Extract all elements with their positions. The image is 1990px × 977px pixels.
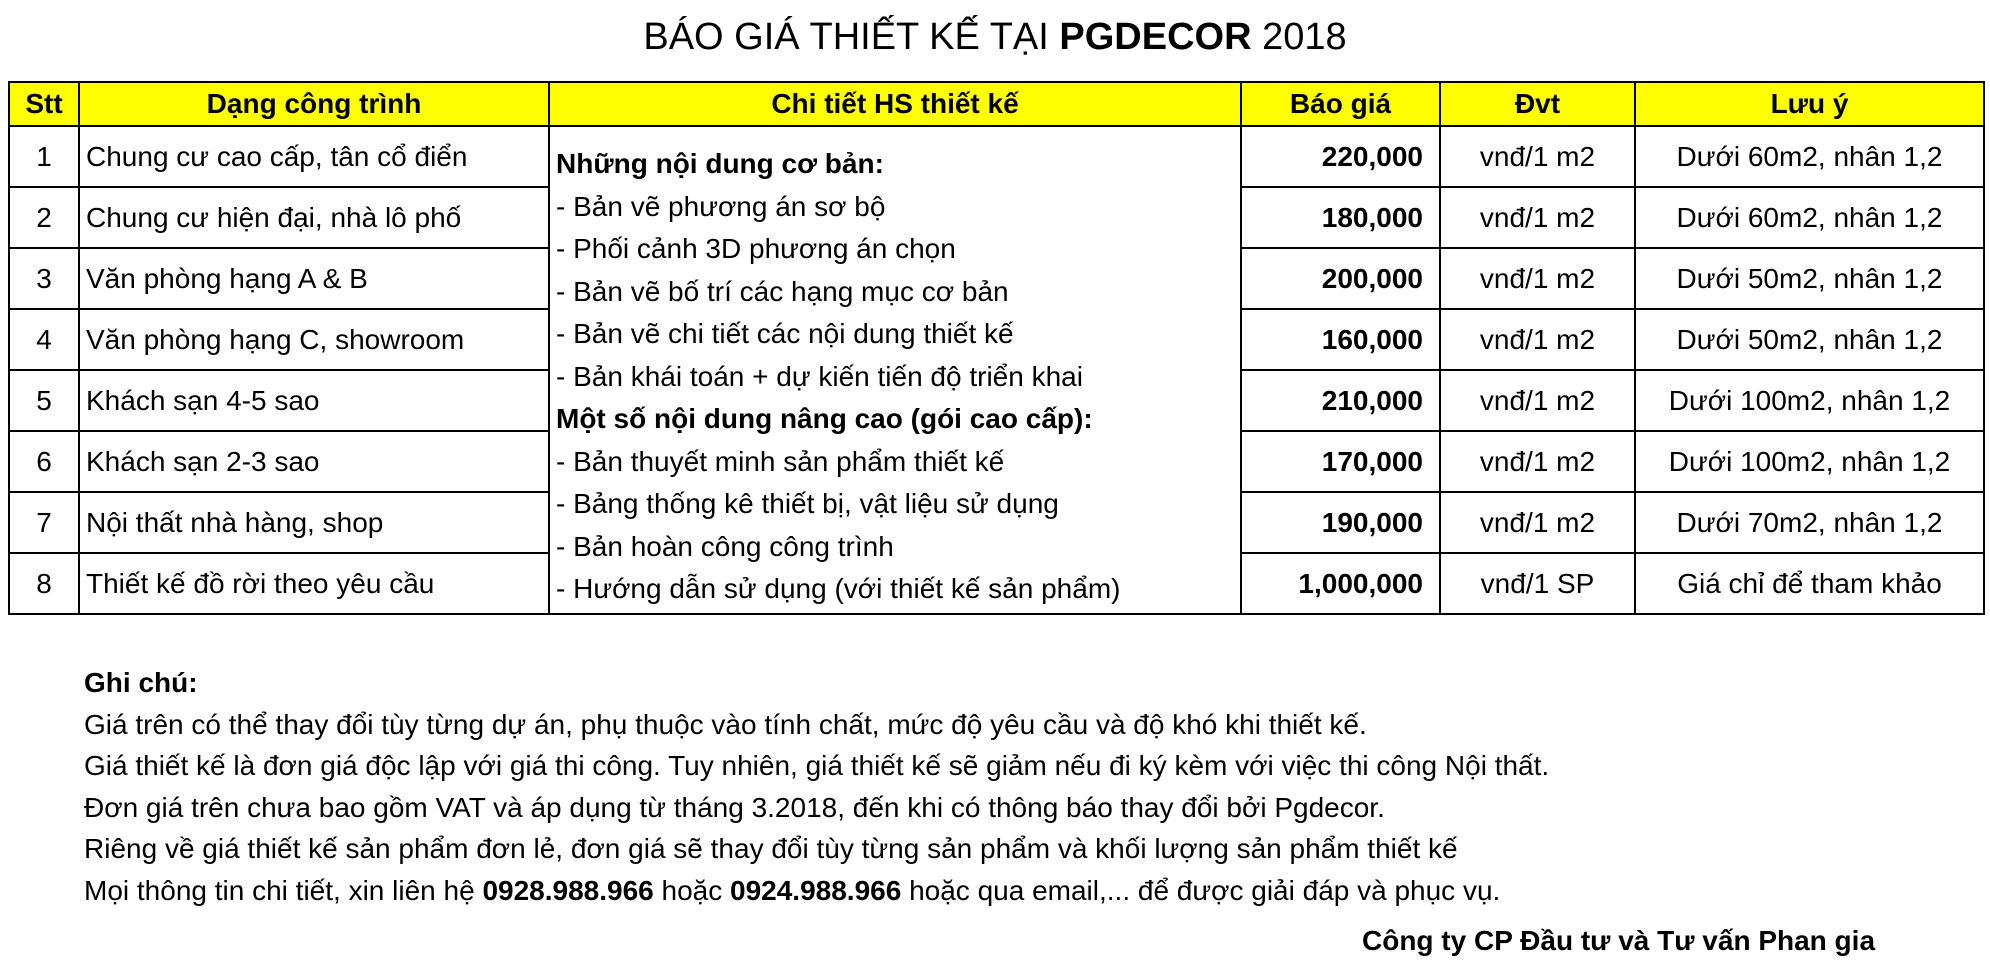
row-project-type: Khách sạn 2-3 sao: [79, 431, 549, 492]
contact-middle: hoặc: [653, 874, 731, 906]
row-project-type: Chung cư hiện đại, nhà lô phố: [79, 187, 549, 248]
header-design-details: Chi tiết HS thiết kế: [549, 82, 1241, 126]
note-line: Đơn giá trên chưa bao gồm VAT và áp dụng từ tháng 3.2018, đến khi có thông báo thay đổi bởi Pgdecor.: [84, 791, 1385, 823]
row-unit: vnđ/1 m2: [1440, 431, 1635, 492]
row-unit: vnđ/1 m2: [1440, 370, 1635, 431]
row-price: 220,000: [1241, 126, 1440, 187]
notes-label: Ghi chú:: [84, 667, 198, 698]
design-details-cell: [549, 126, 1241, 614]
row-price: 170,000: [1241, 431, 1440, 492]
row-price: 200,000: [1241, 248, 1440, 309]
row-stt: 7: [9, 492, 79, 553]
row-note: Dưới 50m2, nhân 1,2: [1635, 248, 1984, 309]
header-unit: Đvt: [1440, 82, 1635, 126]
row-project-type: Nội thất nhà hàng, shop: [79, 492, 549, 553]
basic-item: - Bản vẽ chi tiết các nội dung thiết kế: [556, 318, 1014, 349]
header-project-type: Dạng công trình: [79, 82, 549, 126]
advanced-item: - Bản hoàn công công trình: [556, 530, 894, 562]
row-note: Dưới 100m2, nhân 1,2: [1635, 370, 1984, 431]
advanced-heading: Một số nội dung nâng cao (gói cao cấp):: [556, 403, 1093, 434]
note-line: Riêng về giá thiết kế sản phẩm đơn lẻ, đơn giá sẽ thay đổi tùy từng sản phẩm và khối lượng sản phẩm thiết kế: [84, 833, 1458, 864]
header-row: [9, 82, 1984, 126]
contact-line: [84, 870, 1549, 912]
table-row: [9, 126, 1984, 187]
row-project-type: Chung cư cao cấp, tân cổ điển: [79, 126, 549, 187]
page-title: [0, 14, 1990, 60]
title-year: 2018: [1262, 16, 1347, 58]
row-stt: 5: [9, 370, 79, 431]
row-stt: 4: [9, 309, 79, 370]
row-stt: 6: [9, 431, 79, 492]
basic-item: - Bản khái toán + dự kiến tiến độ triển khai: [556, 360, 1083, 392]
row-price: 160,000: [1241, 309, 1440, 370]
row-project-type: Khách sạn 4-5 sao: [79, 370, 549, 431]
row-stt: 8: [9, 553, 79, 614]
row-unit: vnđ/1 m2: [1440, 187, 1635, 248]
basic-item: - Bản vẽ phương án sơ bộ: [556, 190, 886, 222]
row-unit: vnđ/1 m2: [1440, 248, 1635, 309]
title-brand: PGDECOR: [1059, 16, 1252, 58]
title-prefix: BÁO GIÁ THIẾT KẾ TẠI: [643, 16, 1049, 58]
contact-suffix: hoặc qua email,... để được giải đáp và phục vụ.: [901, 874, 1501, 906]
row-stt: 1: [9, 126, 79, 187]
basic-heading: Những nội dung cơ bản:: [556, 148, 884, 179]
row-stt: 2: [9, 187, 79, 248]
row-unit: vnđ/1 m2: [1440, 126, 1635, 187]
header-note: Lưu ý: [1635, 82, 1984, 126]
header-price: Báo giá: [1241, 82, 1440, 126]
row-note: Dưới 70m2, nhân 1,2: [1635, 492, 1984, 553]
row-price: 210,000: [1241, 370, 1440, 431]
row-price: 1,000,000: [1241, 553, 1440, 614]
price-table: [8, 81, 1985, 615]
row-unit: vnđ/1 SP: [1440, 553, 1635, 614]
advanced-item: - Bản thuyết minh sản phẩm thiết kế: [556, 445, 1005, 477]
row-unit: vnđ/1 m2: [1440, 309, 1635, 370]
row-price: 190,000: [1241, 492, 1440, 553]
note-line: Giá thiết kế là đơn giá độc lập với giá thi công. Tuy nhiên, giá thiết kế sẽ giảm nếu đi ký kèm với việc thi công Nội thất.: [84, 750, 1550, 781]
row-note: Dưới 60m2, nhân 1,2: [1635, 187, 1984, 248]
advanced-item: - Hướng dẫn sử dụng (với thiết kế sản phẩm): [556, 573, 1121, 604]
row-note: Giá chỉ để tham khảo: [1635, 553, 1984, 614]
note-line: Giá trên có thể thay đổi tùy từng dự án, phụ thuộc vào tính chất, mức độ yêu cầu và độ khó khi thiết kế.: [84, 708, 1367, 740]
row-note: Dưới 60m2, nhân 1,2: [1635, 126, 1984, 187]
advanced-item: - Bảng thống kê thiết bị, vật liệu sử dụng: [556, 488, 1059, 519]
row-project-type: Thiết kế đồ rời theo yêu cầu: [79, 553, 549, 614]
row-project-type: Văn phòng hạng A & B: [79, 248, 549, 309]
row-price: 180,000: [1241, 187, 1440, 248]
row-stt: 3: [9, 248, 79, 309]
row-unit: vnđ/1 m2: [1440, 492, 1635, 553]
header-stt: Stt: [9, 82, 79, 126]
basic-item: - Phối cảnh 3D phương án chọn: [556, 233, 956, 264]
contact-phone-1: 0928.988.966: [482, 874, 654, 906]
basic-item: - Bản vẽ bố trí các hạng mục cơ bản: [556, 275, 1009, 307]
row-note: Dưới 50m2, nhân 1,2: [1635, 309, 1984, 370]
row-project-type: Văn phòng hạng C, showroom: [79, 309, 549, 370]
notes-section: [84, 662, 1549, 911]
row-note: Dưới 100m2, nhân 1,2: [1635, 431, 1984, 492]
contact-prefix: Mọi thông tin chi tiết, xin liên hệ: [84, 874, 483, 906]
contact-phone-2: 0924.988.966: [730, 874, 902, 906]
company-signature: Công ty CP Đầu tư và Tư vấn Phan gia: [1362, 925, 1876, 956]
